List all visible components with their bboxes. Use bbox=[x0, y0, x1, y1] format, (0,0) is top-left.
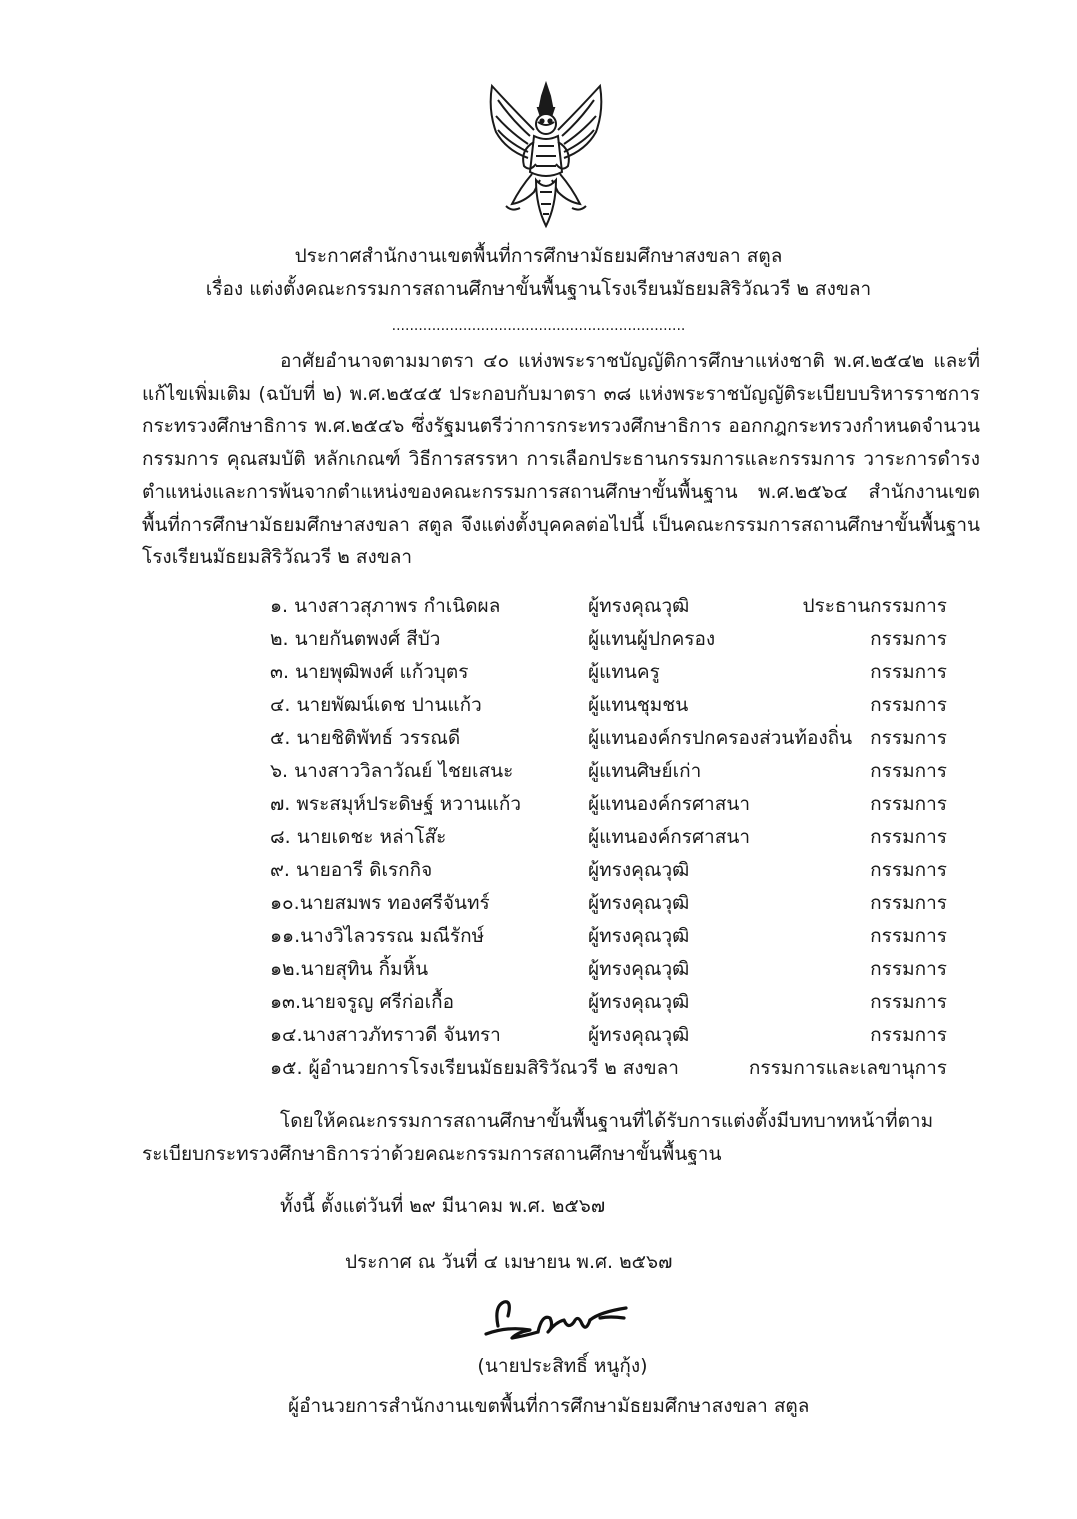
member-representing: ผู้แทนองค์กรศาสนา bbox=[588, 793, 750, 815]
member-row bbox=[0, 658, 1077, 691]
member-position: กรรมการ bbox=[870, 859, 947, 881]
member-name: ๑๕. ผู้อำนวยการโรงเรียนมัธยมสิริวัณวรี ๒ สงขลา bbox=[270, 1057, 679, 1079]
member-position: กรรมการ bbox=[870, 892, 947, 914]
member-row bbox=[0, 889, 1077, 922]
member-representing: ผู้แทนชุมชน bbox=[588, 694, 689, 716]
member-position: กรรมการ bbox=[870, 958, 947, 980]
effective-date: ทั้งนี้ ตั้งแต่วันที่ ๒๙ มีนาคม พ.ศ. ๒๕๖๗ bbox=[280, 1195, 606, 1217]
member-row bbox=[0, 724, 1077, 757]
member-representing: ผู้แทนครู bbox=[588, 661, 660, 683]
member-position: กรรมการ bbox=[870, 991, 947, 1013]
member-row bbox=[0, 922, 1077, 955]
member-row bbox=[0, 625, 1077, 658]
member-row bbox=[0, 1021, 1077, 1054]
member-row bbox=[0, 691, 1077, 724]
member-name: ๗. พระสมุห์ประดิษฐ์ หวานแก้ว bbox=[270, 793, 522, 815]
member-name: ๑๓.นายจรูญ ศรีก่อเกื้อ bbox=[270, 991, 455, 1013]
preamble-text: อาศัยอำนาจตามมาตรา ๔๐ แห่งพระราชบัญญัติการศึกษาแห่งชาติ พ.ศ.๒๕๔๒ และที่แก้ไขเพิ่มเติม (ฉบับที่ ๒) พ.ศ.๒๕๔๕ ประกอบกับมาตรา ๓๘ แห่งพระราชบัญญัติระเบียบบริหารราชการกระทรวงศึกษาธิการ พ.ศ.๒๕๔๖ ซึ่งรัฐมนตรีว่าการกระทรวงศึกษาธิการ ออกกฎกระทรวงกำหนดจำนวนกรรมการ คุณสมบัติ หลักเกณฑ์ วิธีการสรรหา การเลือกประธานกรรมการและกรรมการ วาระการดำรงตำแหน่งและการพ้นจากตำแหน่งของคณะกรรมการสถานศึกษาขั้นพื้นฐาน พ.ศ.๒๕๖๔ สำนักงานเขตพื้นที่การศึกษามัธยมศึกษาสงขลา สตูล จึงแต่งตั้งบุคคลต่อไปนี้ เป็นคณะกรรมการสถานศึกษาขั้นพื้นฐานโรงเรียนมัธยมสิริวัณวรี ๒ สงขลา bbox=[142, 350, 980, 569]
member-row bbox=[0, 988, 1077, 1021]
member-position: กรรมการ bbox=[870, 793, 947, 815]
member-row bbox=[0, 955, 1077, 988]
member-name: ๙. นายอารี ดิเรกกิจ bbox=[270, 859, 433, 881]
duties-paragraph bbox=[142, 1105, 980, 1170]
garuda-emblem-icon bbox=[484, 80, 608, 230]
separator-dots: .................................................................. bbox=[391, 318, 686, 334]
member-position: ประธานกรรมการ bbox=[802, 595, 947, 617]
member-representing: ผู้ทรงคุณวุฒิ bbox=[588, 892, 690, 914]
member-name: ๓. นายพุฒิพงศ์ แก้วบุตร bbox=[270, 661, 469, 683]
member-row bbox=[0, 823, 1077, 856]
preamble-paragraph bbox=[142, 345, 980, 574]
member-position: กรรมการ bbox=[870, 661, 947, 683]
member-representing: ผู้ทรงคุณวุฒิ bbox=[588, 958, 690, 980]
member-name: ๑. นางสาวสุภาพร กำเนิดผล bbox=[270, 595, 501, 617]
member-representing: ผู้ทรงคุณวุฒิ bbox=[588, 859, 690, 881]
announcement-subject: เรื่อง แต่งตั้งคณะกรรมการสถานศึกษาขั้นพื้นฐานโรงเรียนมัธยมสิริวัณวรี ๒ สงขลา bbox=[205, 278, 872, 300]
member-position: กรรมการและเลขานุการ bbox=[748, 1057, 947, 1079]
member-position: กรรมการ bbox=[870, 694, 947, 716]
member-representing: ผู้ทรงคุณวุฒิ bbox=[588, 991, 690, 1013]
member-representing: ผู้ทรงคุณวุฒิ bbox=[588, 1024, 690, 1046]
signatory-name: (นายประสิทธิ์ หนูกุ้ง) bbox=[477, 1355, 648, 1377]
member-name: ๘. นายเดชะ หล่าโส๊ะ bbox=[270, 826, 447, 848]
member-position: กรรมการ bbox=[870, 925, 947, 947]
member-name: ๕. นายชิติพัทธ์ วรรณดี bbox=[270, 727, 461, 749]
member-row bbox=[0, 1054, 1077, 1087]
member-row bbox=[0, 856, 1077, 889]
member-name: ๑๒.นายสุทิน กิ้มหิ้น bbox=[270, 958, 429, 980]
duties-text: โดยให้คณะกรรมการสถานศึกษาขั้นพื้นฐานที่ได้รับการแต่งตั้งมีบทบาทหน้าที่ตามระเบียบกระทรวงศึกษาธิการว่าด้วยคณะกรรมการสถานศึกษาขั้นพื้นฐาน bbox=[142, 1110, 934, 1165]
member-name: ๖. นางสาววิลาวัณย์ ไชยเสนะ bbox=[270, 760, 514, 782]
member-name: ๔. นายพัฒน์เดช ปานแก้ว bbox=[270, 694, 482, 716]
member-representing: ผู้แทนองค์กรปกครองส่วนท้องถิ่น bbox=[588, 727, 853, 749]
announcement-date: ประกาศ ณ วันที่ ๔ เมษายน พ.ศ. ๒๕๖๗ bbox=[345, 1251, 673, 1273]
member-row bbox=[0, 790, 1077, 823]
member-position: กรรมการ bbox=[870, 727, 947, 749]
member-representing: ผู้แทนผู้ปกครอง bbox=[588, 628, 716, 650]
signatory-title: ผู้อำนวยการสำนักงานเขตพื้นที่การศึกษามัธยมศึกษาสงขลา สตูล bbox=[288, 1395, 810, 1417]
member-name: ๑๑.นางวิไลวรรณ มณีรักษ์ bbox=[270, 925, 485, 947]
member-row bbox=[0, 757, 1077, 790]
member-row bbox=[0, 592, 1077, 625]
signature-icon bbox=[478, 1296, 633, 1346]
member-representing: ผู้ทรงคุณวุฒิ bbox=[588, 595, 690, 617]
member-position: กรรมการ bbox=[870, 760, 947, 782]
member-representing: ผู้ทรงคุณวุฒิ bbox=[588, 925, 690, 947]
member-position: กรรมการ bbox=[870, 826, 947, 848]
member-name: ๑๐.นายสมพร ทองศรีจันทร์ bbox=[270, 892, 490, 914]
announcement-title: ประกาศสำนักงานเขตพื้นที่การศึกษามัธยมศึกษาสงขลา สตูล bbox=[294, 245, 783, 267]
member-representing: ผู้แทนองค์กรศาสนา bbox=[588, 826, 750, 848]
member-position: กรรมการ bbox=[870, 1024, 947, 1046]
member-name: ๒. นายกันตพงศ์ สีบัว bbox=[270, 628, 441, 650]
member-position: กรรมการ bbox=[870, 628, 947, 650]
member-name: ๑๔.นางสาวภัทราวดี จันทรา bbox=[270, 1024, 501, 1046]
member-representing: ผู้แทนศิษย์เก่า bbox=[588, 760, 702, 782]
